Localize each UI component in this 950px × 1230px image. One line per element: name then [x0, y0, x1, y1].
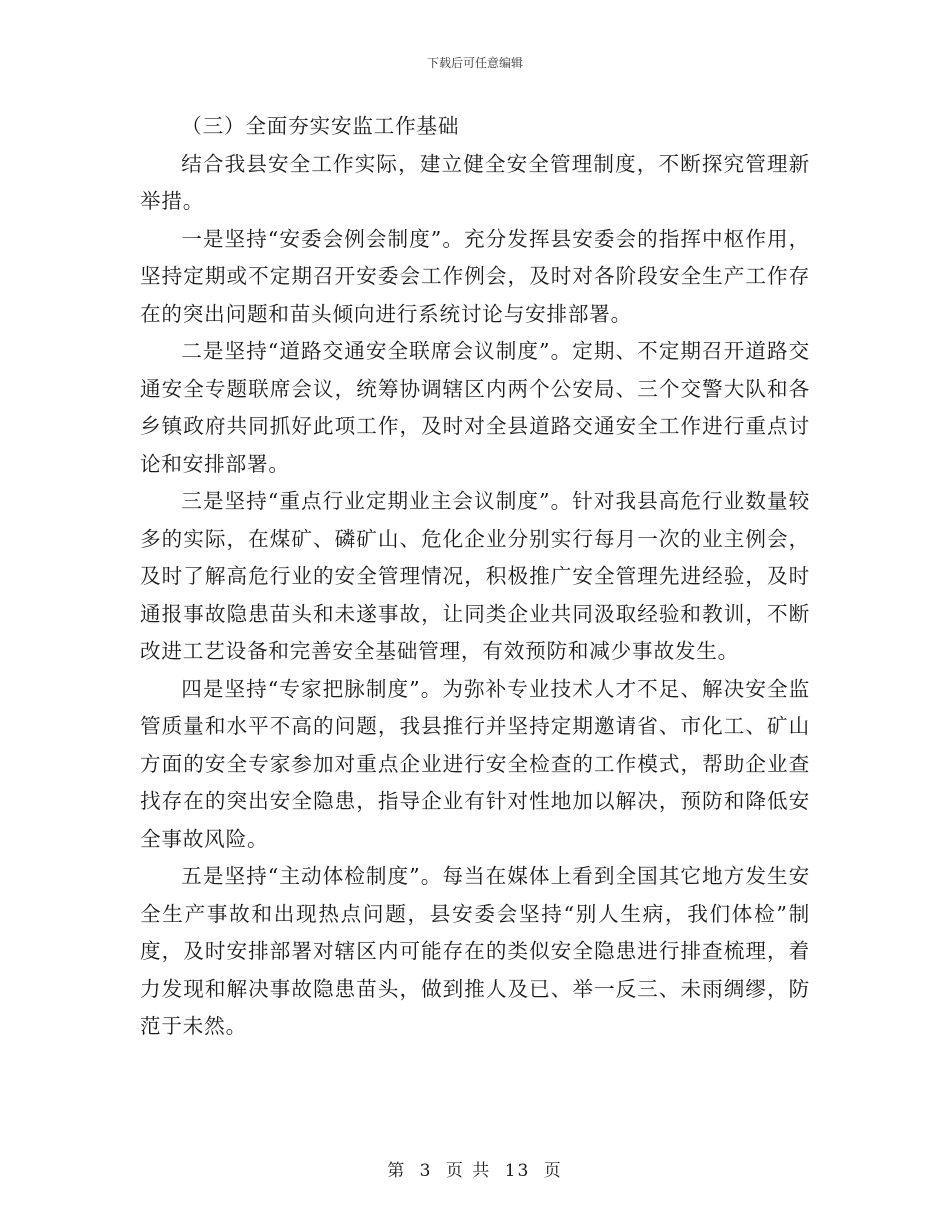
footer-mid: 页 共 — [445, 1161, 492, 1181]
footer-total-pages: 13 — [504, 1161, 531, 1181]
footer-suffix: 页 — [543, 1161, 563, 1181]
paragraph-item-3: 三是坚持“重点行业定期业主会议制度”。针对我县高危行业数量较多的实际，在煤矿、磷矿山、危化企业分别实行每月一次的业主例会，及时了解高危行业的安全管理情况，积极推广安全管理先进经验，及时通报事故隐患苗头和未遂事故，让同类企业共同汲取经验和教训，不断改进工艺设备和完善安全基础管理，有效预防和减少事故发生。 — [140, 489, 810, 663]
paragraph-item-4: 四是坚持“专家把脉制度”。为弥补专业技术人才不足、解决安全监管质量和水平不高的问题，我县推行并坚持定期邀请省、市化工、矿山方面的安全专家参加对重点企业进行安全检查的工作模式，帮助企业查找存在的突出安全隐患，指导企业有针对性地加以解决，预防和降低安全事故风险。 — [140, 676, 810, 851]
section-heading: （三）全面夯实安监工作基础 — [181, 114, 460, 138]
paragraph-item-5: 五是坚持“主动体检制度”。每当在媒体上看到全国其它地方发生安全生产事故和出现热点问题，县安委会坚持“别人生病，我们体检”制度，及时安排部署对辖区内可能存在的类似安全隐患进行排查梳理，着力发现和解决事故隐患苗头，做到推人及已、举一反三、未雨绸缪，防范于未然。 — [140, 864, 810, 1038]
paragraph-item-1: 一是坚持“安委会例会制度”。充分发挥县安委会的指挥中枢作用，坚持定期或不定期召开安委会工作例会，及时对各阶段安全生产工作存在的突出问题和苗头倾向进行系统讨论与安排部署。 — [140, 226, 810, 326]
document-body — [140, 108, 810, 1046]
page-number-footer — [0, 1156, 950, 1181]
paragraph-item-2: 二是坚持“道路交通安全联席会议制度”。定期、不定期召开道路交通安全专题联席会议，统筹协调辖区内两个公安局、三个交警大队和各乡镇政府共同抓好此项工作，及时对全县道路交通安全工作进行重点讨论和安排部署。 — [140, 339, 810, 476]
footer-prefix: 第 — [387, 1161, 407, 1181]
header-note: 下载后可任意编辑 — [426, 56, 523, 70]
paragraph-intro: 结合我县安全工作实际，建立健全安全管理制度，不断探究管理新举措。 — [140, 151, 810, 213]
footer-page-number: 3 — [419, 1161, 433, 1181]
